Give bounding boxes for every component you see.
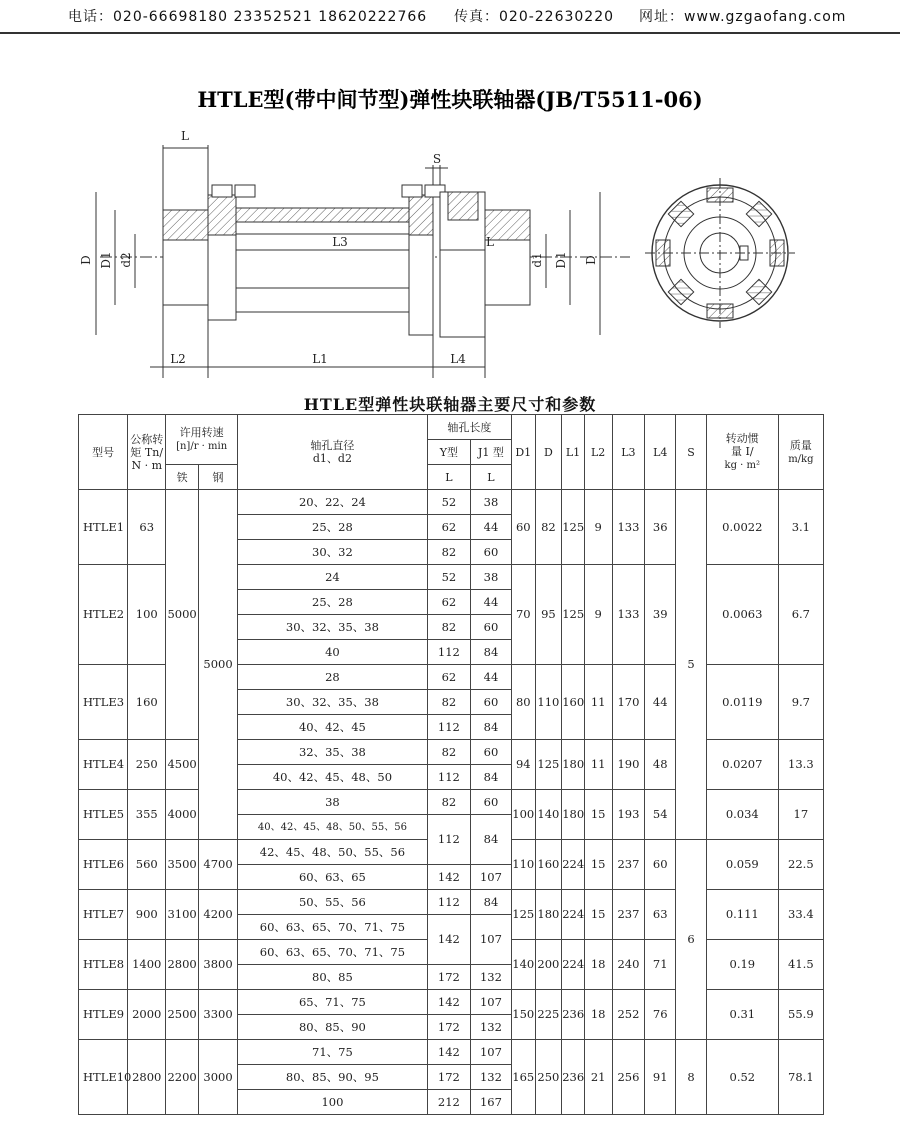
mass-cell: 17 <box>778 790 823 840</box>
j1-length-cell: 132 <box>470 965 511 990</box>
L4-cell: 76 <box>645 990 676 1040</box>
bore-cell: 32、35、38 <box>238 740 428 765</box>
j1-length-cell: 107 <box>470 990 511 1015</box>
y-length-cell: 62 <box>427 665 470 690</box>
inertia-cell: 0.31 <box>706 990 778 1040</box>
header-y-type: Y型 <box>427 440 470 465</box>
mass-cell: 6.7 <box>778 565 823 665</box>
L4-cell: 44 <box>645 665 676 740</box>
L3-cell: 170 <box>612 665 645 740</box>
bore-cell: 40、42、45 <box>238 715 428 740</box>
D-cell: 82 <box>535 490 562 565</box>
L3-cell: 190 <box>612 740 645 790</box>
header-l-y: L <box>427 465 470 490</box>
header-L1: L1 <box>562 415 585 490</box>
iron-speed-cell: 2500 <box>166 990 199 1040</box>
bore-cell: 80、85 <box>238 965 428 990</box>
L3-cell: 193 <box>612 790 645 840</box>
L1-cell: 236 <box>562 990 585 1040</box>
bore-cell: 50、55、56 <box>238 890 428 915</box>
dim-label-D-left: D <box>79 255 93 265</box>
L2-cell: 11 <box>584 665 612 740</box>
iron-speed-cell: 3500 <box>166 840 199 890</box>
S-cell: 6 <box>676 840 707 1040</box>
y-length-cell: 172 <box>427 1015 470 1040</box>
header-bore: 轴孔直径 d1、d2 <box>238 415 428 490</box>
model-name: HTLE2 <box>79 565 128 665</box>
header-L4: L4 <box>645 415 676 490</box>
bore-cell: 30、32、35、38 <box>238 615 428 640</box>
j1-length-cell: 84 <box>470 765 511 790</box>
D-cell: 250 <box>535 1040 562 1115</box>
mass-cell: 55.9 <box>778 990 823 1040</box>
iron-speed-cell: 2800 <box>166 940 199 990</box>
inertia-cell: 0.52 <box>706 1040 778 1115</box>
L1-cell: 236 <box>562 1040 585 1115</box>
y-length-cell: 82 <box>427 790 470 815</box>
bore-cell: 65、71、75 <box>238 990 428 1015</box>
j1-length-cell: 38 <box>470 565 511 590</box>
j1-length-cell: 84 <box>470 890 511 915</box>
L3-cell: 133 <box>612 565 645 665</box>
bore-cell: 30、32、35、38 <box>238 690 428 715</box>
mass-cell: 78.1 <box>778 1040 823 1115</box>
L3-cell: 133 <box>612 490 645 565</box>
torque-cell: 160 <box>128 665 166 740</box>
bore-cell: 80、85、90、95 <box>238 1065 428 1090</box>
iron-speed-cell: 3100 <box>166 890 199 940</box>
L2-cell: 15 <box>584 890 612 940</box>
header-model: 型号 <box>79 415 128 490</box>
model-name: HTLE10 <box>79 1040 128 1115</box>
contact-header <box>0 0 900 34</box>
y-length-cell: 112 <box>427 765 470 790</box>
y-length-cell: 112 <box>427 715 470 740</box>
header-bore-length: 轴孔长度 <box>427 415 511 440</box>
bore-cell: 60、63、65、70、71、75 <box>238 915 428 940</box>
y-length-cell: 52 <box>427 490 470 515</box>
header-D: D <box>535 415 562 490</box>
torque-cell: 2800 <box>128 1040 166 1115</box>
model-name: HTLE3 <box>79 665 128 740</box>
j1-length-cell: 38 <box>470 490 511 515</box>
dim-label-L3: L3 <box>332 235 348 249</box>
y-length-cell: 52 <box>427 565 470 590</box>
iron-speed-cell: 4500 <box>166 740 199 790</box>
L1-cell: 125 <box>562 565 585 665</box>
L2-cell: 18 <box>584 990 612 1040</box>
j1-length-cell: 84 <box>470 715 511 740</box>
j1-length-cell: 60 <box>470 790 511 815</box>
L2-cell: 15 <box>584 790 612 840</box>
model-name: HTLE4 <box>79 740 128 790</box>
inertia-cell: 0.0207 <box>706 740 778 790</box>
L4-cell: 54 <box>645 790 676 840</box>
L2-cell: 9 <box>584 490 612 565</box>
header-torque: 公称转 矩 Tn/ N · m <box>128 415 166 490</box>
inertia-cell: 0.19 <box>706 940 778 990</box>
j1-length-cell: 60 <box>470 690 511 715</box>
D-cell: 95 <box>535 565 562 665</box>
torque-cell: 1400 <box>128 940 166 990</box>
y-length-cell: 62 <box>427 590 470 615</box>
torque-cell: 355 <box>128 790 166 840</box>
L1-cell: 224 <box>562 940 585 990</box>
bore-cell: 60、63、65 <box>238 865 428 890</box>
L4-cell: 63 <box>645 890 676 940</box>
L1-cell: 180 <box>562 790 585 840</box>
L3-cell: 240 <box>612 940 645 990</box>
S-cell: 8 <box>676 1040 707 1115</box>
torque-cell: 63 <box>128 490 166 565</box>
D-cell: 160 <box>535 840 562 890</box>
torque-cell: 100 <box>128 565 166 665</box>
y-length-cell: 112 <box>427 640 470 665</box>
header-steel: 钢 <box>199 465 238 490</box>
L4-cell: 71 <box>645 940 676 990</box>
inertia-cell: 0.0119 <box>706 665 778 740</box>
D-cell: 180 <box>535 890 562 940</box>
bore-cell: 24 <box>238 565 428 590</box>
header-j1-type: J1 型 <box>470 440 511 465</box>
model-name: HTLE9 <box>79 990 128 1040</box>
L2-cell: 11 <box>584 740 612 790</box>
L1-cell: 224 <box>562 890 585 940</box>
L2-cell: 18 <box>584 940 612 990</box>
inertia-cell: 0.059 <box>706 840 778 890</box>
bore-cell: 40、42、45、48、50 <box>238 765 428 790</box>
iron-speed-cell: 4000 <box>166 790 199 840</box>
L3-cell: 252 <box>612 990 645 1040</box>
torque-cell: 250 <box>128 740 166 790</box>
bore-cell: 28 <box>238 665 428 690</box>
inertia-cell: 0.0063 <box>706 565 778 665</box>
mass-cell: 33.4 <box>778 890 823 940</box>
header-mass: 质量 m/kg <box>778 415 823 490</box>
j1-length-cell: 167 <box>470 1090 511 1115</box>
model-name: HTLE6 <box>79 840 128 890</box>
y-length-cell: 82 <box>427 615 470 640</box>
j1-length-cell: 132 <box>470 1065 511 1090</box>
j1-length-cell: 107 <box>470 1040 511 1065</box>
bore-cell: 25、28 <box>238 515 428 540</box>
bore-cell: 20、22、24 <box>238 490 428 515</box>
D1-cell: 100 <box>511 790 535 840</box>
iron-speed-cell: 5000 <box>166 490 199 740</box>
mass-cell: 9.7 <box>778 665 823 740</box>
j1-length-cell: 60 <box>470 540 511 565</box>
mass-cell: 3.1 <box>778 490 823 565</box>
y-length-cell: 142 <box>427 915 470 965</box>
j1-length-cell: 60 <box>470 615 511 640</box>
y-length-cell: 112 <box>427 815 470 865</box>
bore-cell: 40、42、45、48、50、55、56 <box>238 815 428 840</box>
y-length-cell: 82 <box>427 740 470 765</box>
steel-speed-cell: 4700 <box>199 840 238 890</box>
D1-cell: 60 <box>511 490 535 565</box>
j1-length-cell: 132 <box>470 1015 511 1040</box>
D-cell: 200 <box>535 940 562 990</box>
inertia-cell: 0.0022 <box>706 490 778 565</box>
steel-speed-cell: 5000 <box>199 490 238 840</box>
dim-label-L-right: L <box>486 235 494 249</box>
bore-cell: 80、85、90 <box>238 1015 428 1040</box>
L2-cell: 9 <box>584 565 612 665</box>
bore-cell: 30、32 <box>238 540 428 565</box>
page-title: HTLE型(带中间节型)弹性块联轴器(JB/T5511-06) <box>197 87 703 112</box>
torque-cell: 900 <box>128 890 166 940</box>
mass-cell: 41.5 <box>778 940 823 990</box>
iron-speed-cell: 2200 <box>166 1040 199 1115</box>
bore-cell: 25、28 <box>238 590 428 615</box>
y-length-cell: 112 <box>427 890 470 915</box>
dim-label-S: S <box>432 152 442 166</box>
header-L3: L3 <box>612 415 645 490</box>
mass-cell: 13.3 <box>778 740 823 790</box>
L3-cell: 256 <box>612 1040 645 1115</box>
y-length-cell: 172 <box>427 1065 470 1090</box>
bore-cell: 71、75 <box>238 1040 428 1065</box>
S-cell: 5 <box>676 490 707 840</box>
header-inertia: 转动惯 量 I/ kg · m² <box>706 415 778 490</box>
torque-cell: 2000 <box>128 990 166 1040</box>
dim-label-L-top: L <box>181 129 189 143</box>
L4-cell: 60 <box>645 840 676 890</box>
header-D1: D1 <box>511 415 535 490</box>
D-cell: 110 <box>535 665 562 740</box>
model-name: HTLE7 <box>79 890 128 940</box>
steel-speed-cell: 3800 <box>199 940 238 990</box>
bore-cell: 40 <box>238 640 428 665</box>
dim-label-d2: d2 <box>119 252 133 268</box>
bore-cell: 100 <box>238 1090 428 1115</box>
header-iron: 铁 <box>166 465 199 490</box>
D1-cell: 94 <box>511 740 535 790</box>
dim-label-L4: L4 <box>450 352 466 366</box>
D1-cell: 125 <box>511 890 535 940</box>
L1-cell: 125 <box>562 490 585 565</box>
dim-label-L1: L1 <box>312 352 328 366</box>
j1-length-cell: 107 <box>470 865 511 890</box>
D1-cell: 70 <box>511 565 535 665</box>
inertia-cell: 0.111 <box>706 890 778 940</box>
j1-length-cell: 44 <box>470 590 511 615</box>
y-length-cell: 82 <box>427 540 470 565</box>
j1-length-cell: 107 <box>470 915 511 965</box>
steel-speed-cell: 4200 <box>199 890 238 940</box>
bore-cell: 38 <box>238 790 428 815</box>
L4-cell: 36 <box>645 490 676 565</box>
model-name: HTLE8 <box>79 940 128 990</box>
L3-cell: 237 <box>612 890 645 940</box>
D-cell: 225 <box>535 990 562 1040</box>
D1-cell: 140 <box>511 940 535 990</box>
model-name: HTLE1 <box>79 490 128 565</box>
D1-cell: 150 <box>511 990 535 1040</box>
D-cell: 140 <box>535 790 562 840</box>
model-name: HTLE5 <box>79 790 128 840</box>
y-length-cell: 62 <box>427 515 470 540</box>
L4-cell: 39 <box>645 565 676 665</box>
L4-cell: 48 <box>645 740 676 790</box>
bore-cell: 60、63、65、70、71、75 <box>238 940 428 965</box>
phone-text: 电话：020-66698180 23352521 18620222766 <box>68 9 428 25</box>
header-rule <box>0 32 900 34</box>
dim-label-d1: d1 <box>530 252 544 268</box>
coupling-drawing <box>0 110 900 385</box>
y-length-cell: 212 <box>427 1090 470 1115</box>
L1-cell: 160 <box>562 665 585 740</box>
table-title: HTLE型弹性块联轴器主要尺寸和参数 <box>303 395 597 414</box>
L2-cell: 15 <box>584 840 612 890</box>
y-length-cell: 142 <box>427 865 470 890</box>
L3-cell: 237 <box>612 840 645 890</box>
torque-cell: 560 <box>128 840 166 890</box>
L4-cell: 91 <box>645 1040 676 1115</box>
fax-text: 传真：020-22630220 <box>454 9 615 25</box>
header-S: S <box>676 415 707 490</box>
y-length-cell: 142 <box>427 1040 470 1065</box>
mass-cell: 22.5 <box>778 840 823 890</box>
header-l-j1: L <box>470 465 511 490</box>
y-length-cell: 172 <box>427 965 470 990</box>
dim-label-L2: L2 <box>170 352 186 366</box>
j1-length-cell: 84 <box>470 640 511 665</box>
L1-cell: 224 <box>562 840 585 890</box>
D1-cell: 110 <box>511 840 535 890</box>
spec-table <box>78 414 824 1115</box>
L2-cell: 21 <box>584 1040 612 1115</box>
bore-cell: 42、45、48、50、55、56 <box>238 840 428 865</box>
steel-speed-cell: 3300 <box>199 990 238 1040</box>
dim-label-D1-left: D1 <box>99 251 113 269</box>
j1-length-cell: 84 <box>470 815 511 865</box>
y-length-cell: 82 <box>427 690 470 715</box>
D1-cell: 80 <box>511 665 535 740</box>
L1-cell: 180 <box>562 740 585 790</box>
header-L2: L2 <box>584 415 612 490</box>
header-speed: 许用转速 [n]/r · min <box>166 415 238 465</box>
dim-label-D-right: D <box>584 255 598 265</box>
website-link[interactable]: 网址：www.gzgaofang.com <box>639 9 847 25</box>
steel-speed-cell: 3000 <box>199 1040 238 1115</box>
inertia-cell: 0.034 <box>706 790 778 840</box>
D-cell: 125 <box>535 740 562 790</box>
dim-label-D1-right: D1 <box>554 251 568 269</box>
j1-length-cell: 44 <box>470 515 511 540</box>
j1-length-cell: 60 <box>470 740 511 765</box>
y-length-cell: 142 <box>427 990 470 1015</box>
j1-length-cell: 44 <box>470 665 511 690</box>
D1-cell: 165 <box>511 1040 535 1115</box>
